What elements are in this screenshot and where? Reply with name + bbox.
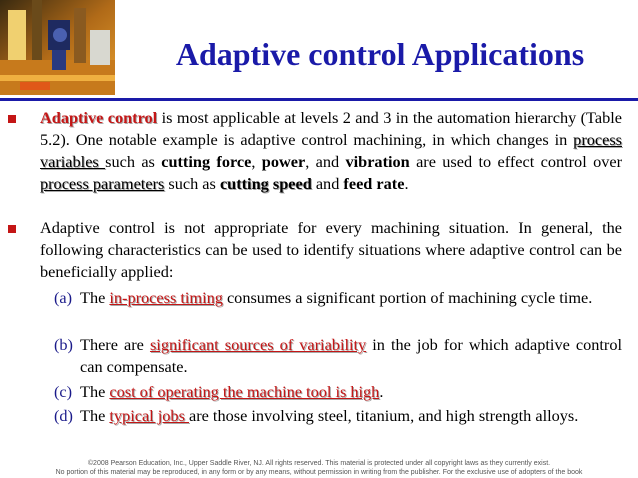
list-item-label: (b) bbox=[54, 335, 73, 354]
text-run: consumes a significant portion of machining cycle time. bbox=[222, 288, 593, 307]
list-item-text bbox=[80, 287, 622, 309]
text-run: is most applicable at levels 2 and 3 in the automation hierarchy (Table 5.2). One notable example is adaptive control machining, in which changes in bbox=[40, 108, 622, 149]
list-item-label: (a) bbox=[54, 288, 73, 307]
text-run: such as bbox=[164, 174, 220, 193]
highlighted-term: typical jobs bbox=[109, 406, 189, 425]
text-run: There are bbox=[80, 335, 150, 354]
list-item-text bbox=[80, 381, 622, 403]
text-run: , and bbox=[305, 152, 346, 171]
bold-term: feed rate bbox=[343, 174, 405, 193]
text-run: The bbox=[80, 382, 110, 401]
bold-term: cutting speed bbox=[219, 174, 312, 193]
bold-term: vibration bbox=[345, 152, 410, 171]
list-item-c bbox=[54, 381, 622, 403]
list-item-a bbox=[54, 287, 622, 309]
bold-term: cutting force bbox=[161, 152, 252, 171]
list-item-b bbox=[54, 334, 622, 378]
footer-line-2: No portion of this material may be reproduced, in any form or by any means, without permission in writing from the publisher. For the exclusive use of adopters of the book bbox=[55, 469, 583, 476]
bullet-adaptive-control bbox=[40, 107, 622, 195]
highlighted-term: significant sources of variability bbox=[149, 335, 367, 354]
text-run: Adaptive control is not appropriate for every machining situation. In general, the following characteristics can be used to identify situations where adaptive control can be beneficially applied: bbox=[40, 218, 622, 281]
text-run: such as bbox=[105, 152, 162, 171]
page-title: Adaptive control Applications bbox=[175, 36, 585, 72]
highlighted-term: process parameters bbox=[40, 174, 165, 193]
text-run: in the job for which adaptive control can compensate. bbox=[80, 335, 623, 376]
text-run: , bbox=[251, 152, 262, 171]
list-item-d bbox=[54, 405, 622, 427]
text-run: are used to effect control over bbox=[409, 152, 622, 171]
text-run: are those involving steel, titanium, and high strength alloys. bbox=[188, 406, 579, 425]
title-divider bbox=[0, 98, 638, 101]
text-run: . bbox=[404, 174, 409, 193]
robot-photo bbox=[0, 0, 115, 95]
list-item-label: (c) bbox=[54, 382, 73, 401]
text-run: The bbox=[80, 288, 110, 307]
bullet-marker-icon bbox=[8, 115, 16, 123]
bold-term: Adaptive control bbox=[40, 108, 158, 127]
copyright-footer bbox=[0, 459, 638, 477]
text-run: and bbox=[311, 174, 344, 193]
highlighted-term: in-process timing bbox=[109, 288, 223, 307]
highlighted-term: cost of operating the machine tool is high bbox=[109, 382, 380, 401]
highlighted-term: process variables bbox=[40, 130, 622, 171]
footer-line-1: ©2008 Pearson Education, Inc., Upper Saddle River, NJ. All rights reserved. This material is protected under all copyright laws as they currently exist. bbox=[87, 460, 551, 467]
bullet-marker-icon bbox=[8, 225, 16, 233]
robot-photo-icon bbox=[0, 0, 115, 95]
bold-term: power bbox=[261, 152, 306, 171]
text-run: . bbox=[379, 382, 384, 401]
text-run: The bbox=[80, 406, 110, 425]
list-item-text bbox=[80, 334, 622, 378]
list-item-label: (d) bbox=[54, 406, 73, 425]
list-item-text bbox=[80, 405, 622, 427]
bullet-not-appropriate bbox=[40, 217, 622, 283]
